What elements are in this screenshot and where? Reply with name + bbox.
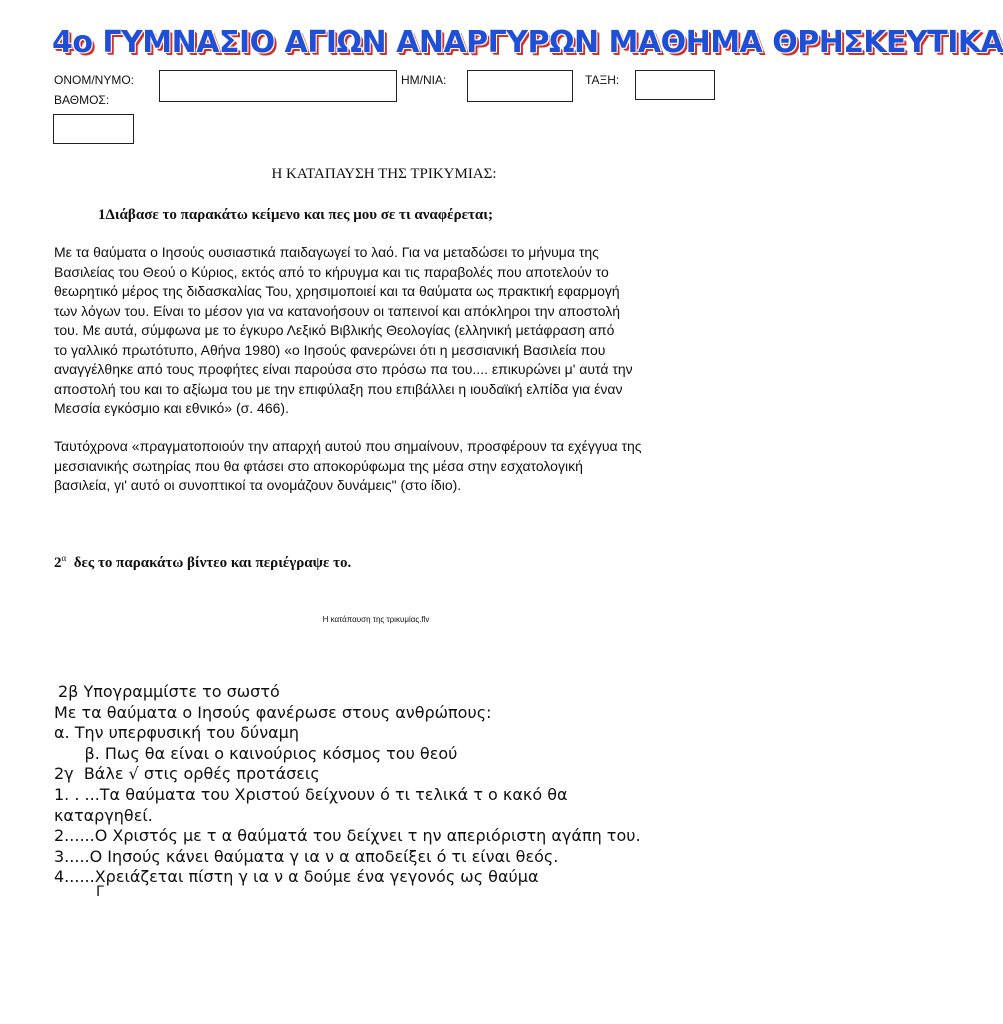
exercise-line: 3.....Ο Ιησούς κάνει θαύματα γ ια ν α αποδείξει ό τι είναι θεός. — [54, 846, 559, 866]
question-1: 1Διάβασε το παρακάτω κείμενο και πες μου σε τι αναφέρεται; — [98, 207, 493, 223]
text-line: Βασιλείας του Θεού ο Κύριος, εκτός από το κήρυγμα και τις παραβολές που αποτελούν το — [54, 263, 609, 280]
text-line: αποστολή του και το αξίωμα του με την επιφύλαξη που επιβάλλει η ιουδαϊκή ελπίδα για έναν — [54, 380, 623, 397]
question-2-text: δες το παρακάτω βίντεο και περιέγραψε το. — [73, 555, 352, 571]
exercise-line: β. Πως θα είναι ο καινούριος κόσμος του θεού — [54, 743, 458, 763]
name-label: ΟΝΟΜ/ΝΥΜΟ: — [54, 73, 134, 87]
exercise-heading-2b: 2β Υπογραμμίστε το σωστό — [58, 682, 280, 701]
text-line: το γαλλικό πρωτότυπο, Αθήνα 1980) «ο Ιησούς φανερώνει ότι η μεσσιανική Βασιλεία που — [54, 341, 606, 358]
text-line: των λόγων του. Είναι το μέσον για να κατανοήσουν οι ταπεινοί και απόκληροι την αποστολή — [54, 302, 621, 319]
trailing-mark: Γ — [96, 884, 104, 900]
exercise-line: 4......Χρειάζεται πίστη γ ια ν α δούμε ένα γεγονός ως θαύμα — [54, 867, 539, 887]
text-line: θεωρητικό μέρος της διδασκαλίας Του, χρησιμοποιεί και τα θαύματα ως πρακτική εφαρμογή — [54, 283, 620, 299]
name-field[interactable] — [159, 70, 397, 102]
class-field[interactable] — [635, 70, 715, 100]
video-link[interactable]: Η κατάπαυση της τρικυμίας.flv — [322, 615, 430, 624]
text-line: Ταυτόχρονα «πραγματοποιούν την απαρχή αυτού που σημαίνουν, προσφέρουν τα εχέγγυα της — [54, 438, 642, 454]
question-2-sup: α — [61, 553, 67, 563]
exercise-heading-2g: 2γ Βάλε √ στις ορθές προτάσεις — [54, 764, 320, 784]
date-label: ΗΜ/ΝΙΑ: — [401, 73, 447, 87]
text-line: αναγγέλθηκε από τους προφήτες είναι παρούσα στο πρόσω πα του.... επικυρώνει μ' αυτά την — [54, 361, 633, 377]
exercise-line: 2......Ο Χριστός με τ α θαύματά του δείχνει τ ην απεριόριστη αγάπη του. — [54, 826, 641, 846]
page-banner-title: 4ο ΓΥΜΝΑΣΙΟ ΑΓΙΩΝ ΑΝΑΡΓΥΡΩΝ ΜΑΘΗΜΑ ΘΡΗΣΚΕΥΤΙΚΑ — [52, 25, 1003, 60]
exercise-block — [54, 682, 754, 888]
text-line: Μεσσία εγκόσμιο και εθνικό» (σ. 466). — [54, 400, 289, 416]
paragraph-1 — [54, 243, 714, 419]
text-line: μεσσιανικής σωτηρίας που θα φτάσει στο αποκορύφωμα της μέσα στην εσχατολογική — [54, 457, 583, 474]
date-field[interactable] — [467, 70, 573, 102]
exercise-line: 1. . ...Τα θαύματα του Χριστού δείχνουν ό τι τελικά τ ο κακό θα — [54, 784, 568, 804]
question-2-number: 2 — [54, 555, 62, 571]
question-2 — [54, 553, 351, 572]
text-line: βασιλεία, γι' αυτό οι συνοπτικοί τα ονομάζουν δυνάμεις" (στο ίδιο). — [54, 477, 462, 493]
exercise-line: Με τα θαύματα ο Ιησούς φανέρωσε στους ανθρώπους: — [54, 702, 492, 722]
paragraph-2 — [54, 437, 714, 496]
grade-label: ΒΑΘΜΟΣ: — [54, 93, 110, 107]
text-line: Με τα θαύματα ο Ιησούς ουσιαστικά παιδαγωγεί το λαό. Για να μεταδώσει το μήνυμα της — [54, 244, 599, 260]
text-line: του. Με αυτά, σύμφωνα με το έγκυρο Λεξικό Βιβλικής Θεολογίας (ελληνική μετάφραση από — [54, 322, 615, 338]
document-title: Η ΚΑΤΑΠΑΥΣΗ ΤΗΣ ΤΡΙΚΥΜΙΑΣ: — [271, 166, 497, 182]
exercise-line: α. Την υπερφυσική του δύναμη — [54, 723, 299, 743]
class-label: ΤΑΞΗ: — [585, 73, 620, 87]
grade-field[interactable] — [53, 114, 134, 144]
exercise-line: καταργηθεί. — [54, 805, 153, 825]
